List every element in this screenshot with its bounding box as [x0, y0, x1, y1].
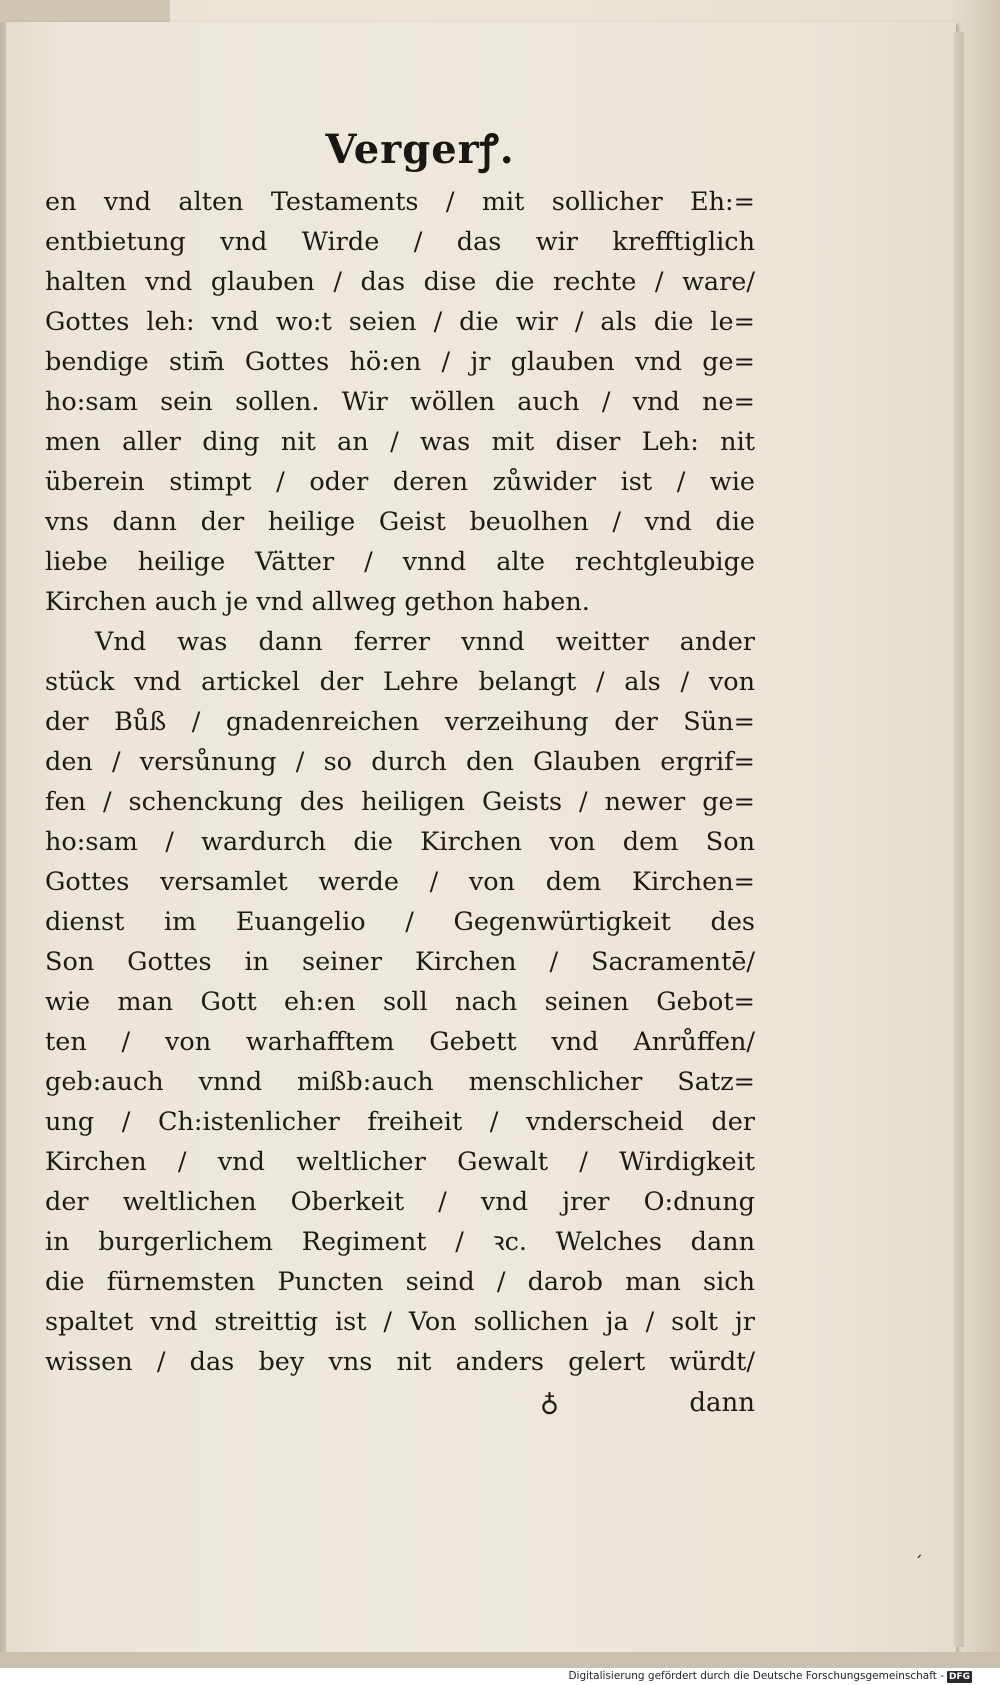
credit-text: Digitalisierung gefördert durch die Deutsche Forschungsgemeinschaft - — [568, 1670, 944, 1682]
text-line: dienst im Euangelio / Gegenwürtigkeit des — [45, 907, 755, 937]
paragraph-first-line: Vnd was dann ferrer vnnd weitter ander — [95, 627, 755, 657]
signature-catchword-row — [540, 1388, 755, 1428]
text-line: spaltet vnd streittig ist / Von sollichen ja / solt jr — [45, 1307, 755, 1337]
text-line: entbietung vnd Wirde / das wir krefftiglich — [45, 227, 755, 257]
text-line: der Bůß / gnadenreichen verzeihung der Sün= — [45, 707, 755, 737]
text-line: der weltlichen Oberkeit / vnd jrer O:dnung — [45, 1187, 755, 1217]
text-line: Gottes leh: vnd wo:t seien / die wir / als die le= — [45, 307, 755, 337]
text-line: Kirchen / vnd weltlicher Gewalt / Wirdigkeit — [45, 1147, 755, 1177]
body-text — [45, 182, 755, 1382]
text-line: Kirchen auch je vnd allweg gethon haben. — [45, 587, 590, 617]
text-line: den / versůnung / so durch den Glauben ergrif= — [45, 747, 755, 777]
scan-bottom-strip — [0, 1652, 1000, 1668]
text-line: en vnd alten Testaments / mit sollicher Eh:= — [45, 187, 755, 217]
running-head: Vergerꝭ. — [325, 126, 515, 173]
catchword: dann — [689, 1388, 755, 1418]
text-line: halten vnd glauben / das dise die rechte / ware/ — [45, 267, 755, 297]
text-line: stück vnd artickel der Lehre belangt / als / von — [45, 667, 755, 697]
text-line: Gottes versamlet werde / von dem Kirchen= — [45, 867, 755, 897]
text-line: men aller ding nit an / was mit diser Leh: nit — [45, 427, 755, 457]
text-line: ung / Ch:istenlicher freiheit / vnderscheid der — [45, 1107, 755, 1137]
ink-speck-icon: ˏ — [914, 1538, 923, 1559]
text-line: wie man Gott eh:en soll nach seinen Gebot= — [45, 987, 755, 1017]
text-line: ten / von warhafftem Gebett vnd Anrůffen/ — [45, 1027, 755, 1057]
text-line: bendige stim̄ Gottes hö:en / jr glauben vnd ge= — [45, 347, 755, 377]
text-line: ho:sam / wardurch die Kirchen von dem Son — [45, 827, 755, 857]
text-line: wissen / das bey vns nit anders gelert würdt/ — [45, 1347, 755, 1377]
text-line: vns dann der heilige Geist beuolhen / vnd die — [45, 507, 755, 537]
text-line: liebe heilige Vätter / vnnd alte rechtgleubige — [45, 547, 755, 577]
page-fore-edge — [954, 32, 964, 1647]
text-line: ho:sam sein sollen. Wir wöllen auch / vnd ne= — [45, 387, 755, 417]
text-line: Son Gottes in seiner Kirchen / Sacramentē/ — [45, 947, 755, 977]
text-line: fen / schenckung des heiligen Geists / newer ge= — [45, 787, 755, 817]
digitization-credit — [564, 1668, 972, 1685]
text-line: in burgerlichem Regiment / ꝛc. Welches dann — [45, 1227, 755, 1257]
previous-page-edge — [0, 0, 170, 22]
text-line: geb:auch vnnd mißb:auch menschlicher Satz= — [45, 1067, 755, 1097]
text-line: überein stimpt / oder deren zůwider ist / wie — [45, 467, 755, 497]
dfg-logo-icon: DFG — [948, 1671, 970, 1682]
signature-mark: ♁ — [540, 1388, 560, 1418]
text-line: die fürnemsten Puncten seind / darob man sich — [45, 1267, 755, 1297]
